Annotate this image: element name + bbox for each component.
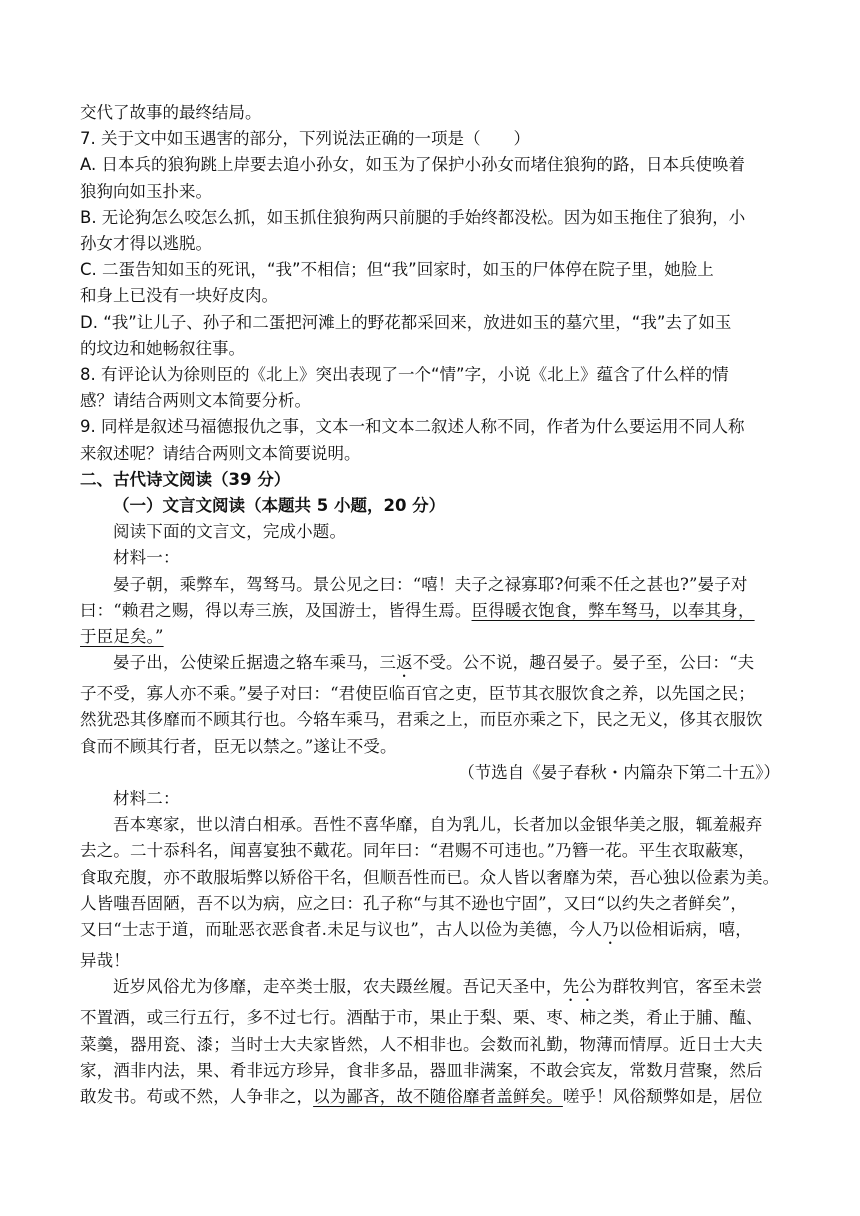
dotted-word: 先公 — [562, 977, 596, 997]
option-d-cont: 的坟边和她畅叙往事。 — [80, 338, 245, 358]
option-b-cont: 孙女才得以逃脱。 — [80, 234, 212, 254]
passage-line — [80, 974, 780, 1005]
passage-line — [80, 598, 780, 624]
material-1-label: 材料一： — [113, 548, 180, 568]
section-heading: 二、古代诗文阅读（39 分） — [80, 469, 291, 489]
passage-line: 吾本寒家，世以清白相承。吾性不喜华靡，自为乳儿，长者加以金银华美之服，辄羞赧弃 — [113, 815, 763, 835]
passage-line: 去之。二十忝科名，闻喜宴独不戴花。同年曰：“君赐不可违也。”乃簪一花。平生衣取蔽寒， — [80, 841, 755, 861]
underlined-sentence: 臣得暖衣饱食，弊车驽马，以奉其身， — [471, 600, 755, 620]
option-a: A. 日本兵的狼狗跳上岸要去追小孙女，如玉为了保护小孙女而堵住狼狗的路，日本兵使唤着 — [80, 155, 745, 175]
passage-line — [80, 1084, 780, 1110]
question-7: 7. 关于文中如玉遇害的部分，下列说法正确的一项是（ ） — [80, 129, 530, 149]
passage-text: 以俭相诟病，嘻， — [618, 920, 752, 940]
passage-line — [80, 917, 780, 948]
passage-text: 嗟乎！风俗颓弊如是，居位 — [562, 1086, 763, 1106]
passage-line: 子不受，寡人亦不乘。”晏子对曰：“君使臣临百官之吏，臣节其衣服饮食之养，以先国之民； — [80, 684, 755, 704]
question-9: 9. 同样是叙述马福德报仇之事，文本一和文本二叙述人称不同，作者为什么要运用不同人称 — [80, 417, 745, 437]
material-2-label: 材料二： — [113, 789, 180, 809]
option-c-cont: 和身上已没有一块好皮肉。 — [80, 286, 278, 306]
passage-text: 敢发书。苟或不然，人争非之， — [80, 1086, 314, 1106]
passage-line: 不置酒，或三行五行，多不过七行。酒酤于市，果止于梨、栗、枣、柿之类，肴止于脯、醢、 — [80, 1008, 763, 1028]
passage-line: 食而不顾其行者，臣无以禁之。”遂让不受。 — [80, 736, 397, 756]
passage-text: 晏子出，公使梁丘据遗之辂车乘马，三 — [113, 653, 397, 673]
passage-line: 人皆嗤吾固陋，吾不以为病，应之曰：孔子称“与其不逊也宁固”，又曰“以约失之者鲜矣”， — [80, 893, 748, 913]
passage-line: 家，酒非内法，果、肴非远方珍异，食非多品，器皿非满案，不敢会宾友，常数月营聚，然后 — [80, 1060, 763, 1080]
question-8-cont: 感？请结合两则文本简要分析。 — [80, 391, 311, 411]
passage-line: 食取充腹，亦不敢服垢弊以矫俗干名，但顺吾性而已。众人皆以奢靡为荣，吾心独以俭素为美。 — [80, 867, 780, 887]
dotted-word: 返 — [396, 653, 413, 673]
passage-line: 晏子朝，乘弊车，驾驽马。景公见之曰：“嘻！夫子之禄寡耶?何乘不任之甚也?”晏子对 — [113, 574, 748, 594]
passage-line — [80, 650, 780, 681]
passage-text: 近岁风俗尤为侈靡，走卒类士服，农夫蹑丝履。吾记天圣中， — [113, 977, 563, 997]
option-b: B. 无论狗怎么咬怎么抓，如玉抓住狼狗两只前腿的手始终都没松。因为如玉拖住了狼狗，小 — [80, 207, 746, 227]
question-9-cont: 来叙述呢？请结合两则文本简要说明。 — [80, 443, 361, 463]
passage-text: 为群牧判官，客至未尝 — [595, 977, 763, 997]
option-c: C. 二蛋告知如玉的死讯，“我”不相信；但“我”回家时，如玉的尸体停在院子里，她脸上 — [80, 260, 714, 280]
passage-line: 菜羹，器用瓷、漆；当时士大夫家皆然，人不相非也。会数而礼勤，物薄而情厚。近日士大夫 — [80, 1034, 763, 1054]
underlined-sentence: 以为鄙吝，故不随俗靡者盖鲜矣。 — [313, 1086, 563, 1106]
option-d: D. “我”让儿子、孙子和二蛋把河滩上的野花都采回来，放进如玉的墓穴里，“我”去了如玉 — [80, 312, 732, 332]
passage-line: 然犹恐其侈靡而不顾其行也。今辂车乘马，君乘之上，而臣亦乘之下，民之无义，侈其衣服饮 — [80, 710, 763, 730]
passage-text: 曰：“赖君之赐，得以寿三族，及国游士，皆得生焉。 — [80, 600, 472, 620]
passage-line: 异哉！ — [80, 951, 130, 971]
document-page — [80, 100, 780, 1110]
passage-text: 不受。公不说，趣召晏子。晏子至，公曰：“夫 — [412, 653, 755, 673]
passage-text: 又曰“士志于道，而耻恶衣恶食者.未足与议也”，古人以俭为美德，今人 — [80, 920, 603, 940]
source-citation: （节选自《晏子春秋・内篇杂下第二十五》） — [458, 762, 780, 782]
dotted-word: 乃 — [602, 920, 619, 940]
question-8: 8. 有评论认为徐则臣的《北上》突出表现了一个“情”字，小说《北上》蕴含了什么样的情 — [80, 365, 729, 385]
text-line: 交代了故事的最终结局。 — [80, 103, 262, 122]
underlined-sentence: 于臣足矣。” — [80, 627, 164, 647]
passage-line — [80, 624, 780, 650]
subsection-heading: （一）文言文阅读（本题共 5 小题，20 分） — [113, 496, 446, 516]
instruction: 阅读下面的文言文，完成小题。 — [113, 522, 347, 542]
option-a-cont: 狼狗向如玉扑来。 — [80, 181, 212, 201]
